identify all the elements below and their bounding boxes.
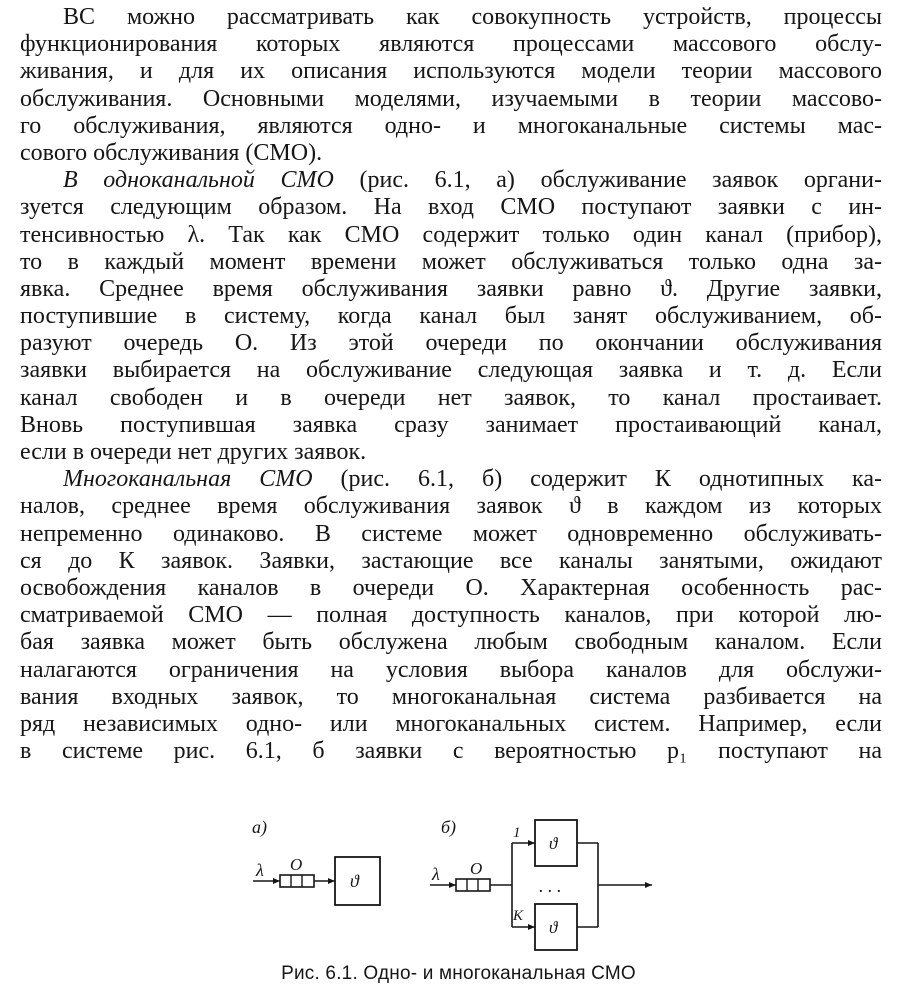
text-line: ВС можно рассматривать как совокупность устройств, процессы	[63, 4, 882, 30]
queue-diagrams	[0, 800, 907, 960]
channel-last-label: К	[513, 908, 523, 924]
text-line: непременно одинаково. В системе может одновременно обслуживать-	[20, 520, 882, 547]
text-line: поступившие в систему, когда канал был занят обслуживанием, об-	[20, 303, 882, 330]
arrival-rate-a: λ	[256, 860, 264, 880]
queue-a	[280, 875, 314, 887]
figure-caption: Рис. 6.1. Одно- и многоканальная СМО	[281, 963, 636, 984]
text-line: явка. Среднее время обслуживания заявки равно ϑ. Другие заявки,	[20, 275, 882, 302]
service-time-a: ϑ	[350, 871, 359, 891]
service-time-channel-k: ϑ	[549, 918, 558, 937]
text-line: сматриваемой СМО — полная доступность каналов, при которой лю-	[20, 602, 882, 629]
text-line: тенсивностью λ. Так как СМО содержит только один канал (прибор),	[20, 221, 882, 248]
text-line: заявки выбирается на обслуживание следующая заявка и т. д. Если	[20, 357, 882, 384]
text-line-rest: (рис. 6.1, б) содержит К однотипных ка-	[312, 466, 882, 493]
text-line: ряд независимых одно- или многоканальных систем. Например, если	[20, 710, 882, 737]
text-body	[20, 4, 882, 765]
queue-b	[456, 879, 490, 891]
text-line: Вновь поступившая заявка сразу занимает простаивающий канал,	[20, 411, 882, 438]
text-line: то в каждый момент времени может обслуживаться только одна за-	[20, 248, 882, 275]
queue-label-a: О	[290, 855, 303, 874]
channels-ellipsis: . . .	[539, 876, 562, 896]
text-line: канал свободен и в очереди нет заявок, то канал простаивает.	[20, 384, 882, 411]
text-line: живания, и для их описания используются модели теории массового	[20, 58, 882, 85]
channel-first-label: 1	[513, 825, 521, 841]
text-line: го обслуживания, являются одно- и многоканальные системы мас-	[20, 112, 882, 139]
text-line: в системе рис. 6.1, б заявки с вероятностью p₁ поступают на	[20, 738, 882, 765]
text-line: бая заявка может быть обслужена любым свободным каналом. Если	[20, 629, 882, 656]
text-line: вания входных заявок, то многоканальная система разбивается на	[20, 683, 882, 710]
panel-a-label: а)	[252, 817, 267, 837]
text-line-rest: (рис. 6.1, а) обслуживание заявок органи-	[333, 167, 882, 194]
arrival-rate-b: λ	[432, 864, 440, 884]
text-line: сового обслуживания (СМО).	[20, 139, 323, 166]
text-line: налов, среднее время обслуживания заявок ϑ в каждом из которых	[20, 493, 882, 520]
figure-6-1	[0, 800, 907, 999]
text-line: функционирования которых являются процессами массового обслу-	[20, 31, 882, 58]
text-line: если в очереди нет других заявок.	[20, 439, 367, 465]
text-line	[20, 167, 882, 194]
term-single-channel: В одноканальной СМО	[63, 167, 334, 194]
text-line: налагаются ограничения на условия выбора каналов для обслужи-	[20, 656, 882, 683]
queue-label-b: О	[470, 859, 483, 878]
text-line: ся до К заявок. Заявки, застающие все каналы занятыми, ожидают	[20, 547, 882, 574]
term-multi-channel: Многоканальная СМО	[63, 466, 313, 493]
text-line: освобождения каналов в очереди О. Характерная особенность рас-	[20, 574, 882, 601]
text-line	[20, 466, 882, 493]
text-line: зуется следующим образом. На вход СМО поступают заявки с ин-	[20, 194, 882, 221]
text-line: обслуживания. Основными моделями, изучаемыми в теории массово-	[20, 85, 882, 112]
text-line: разуют очередь О. Из этой очереди по окончании обслуживания	[20, 330, 882, 357]
panel-b-label: б)	[441, 817, 457, 837]
service-time-channel-1: ϑ	[549, 834, 558, 853]
